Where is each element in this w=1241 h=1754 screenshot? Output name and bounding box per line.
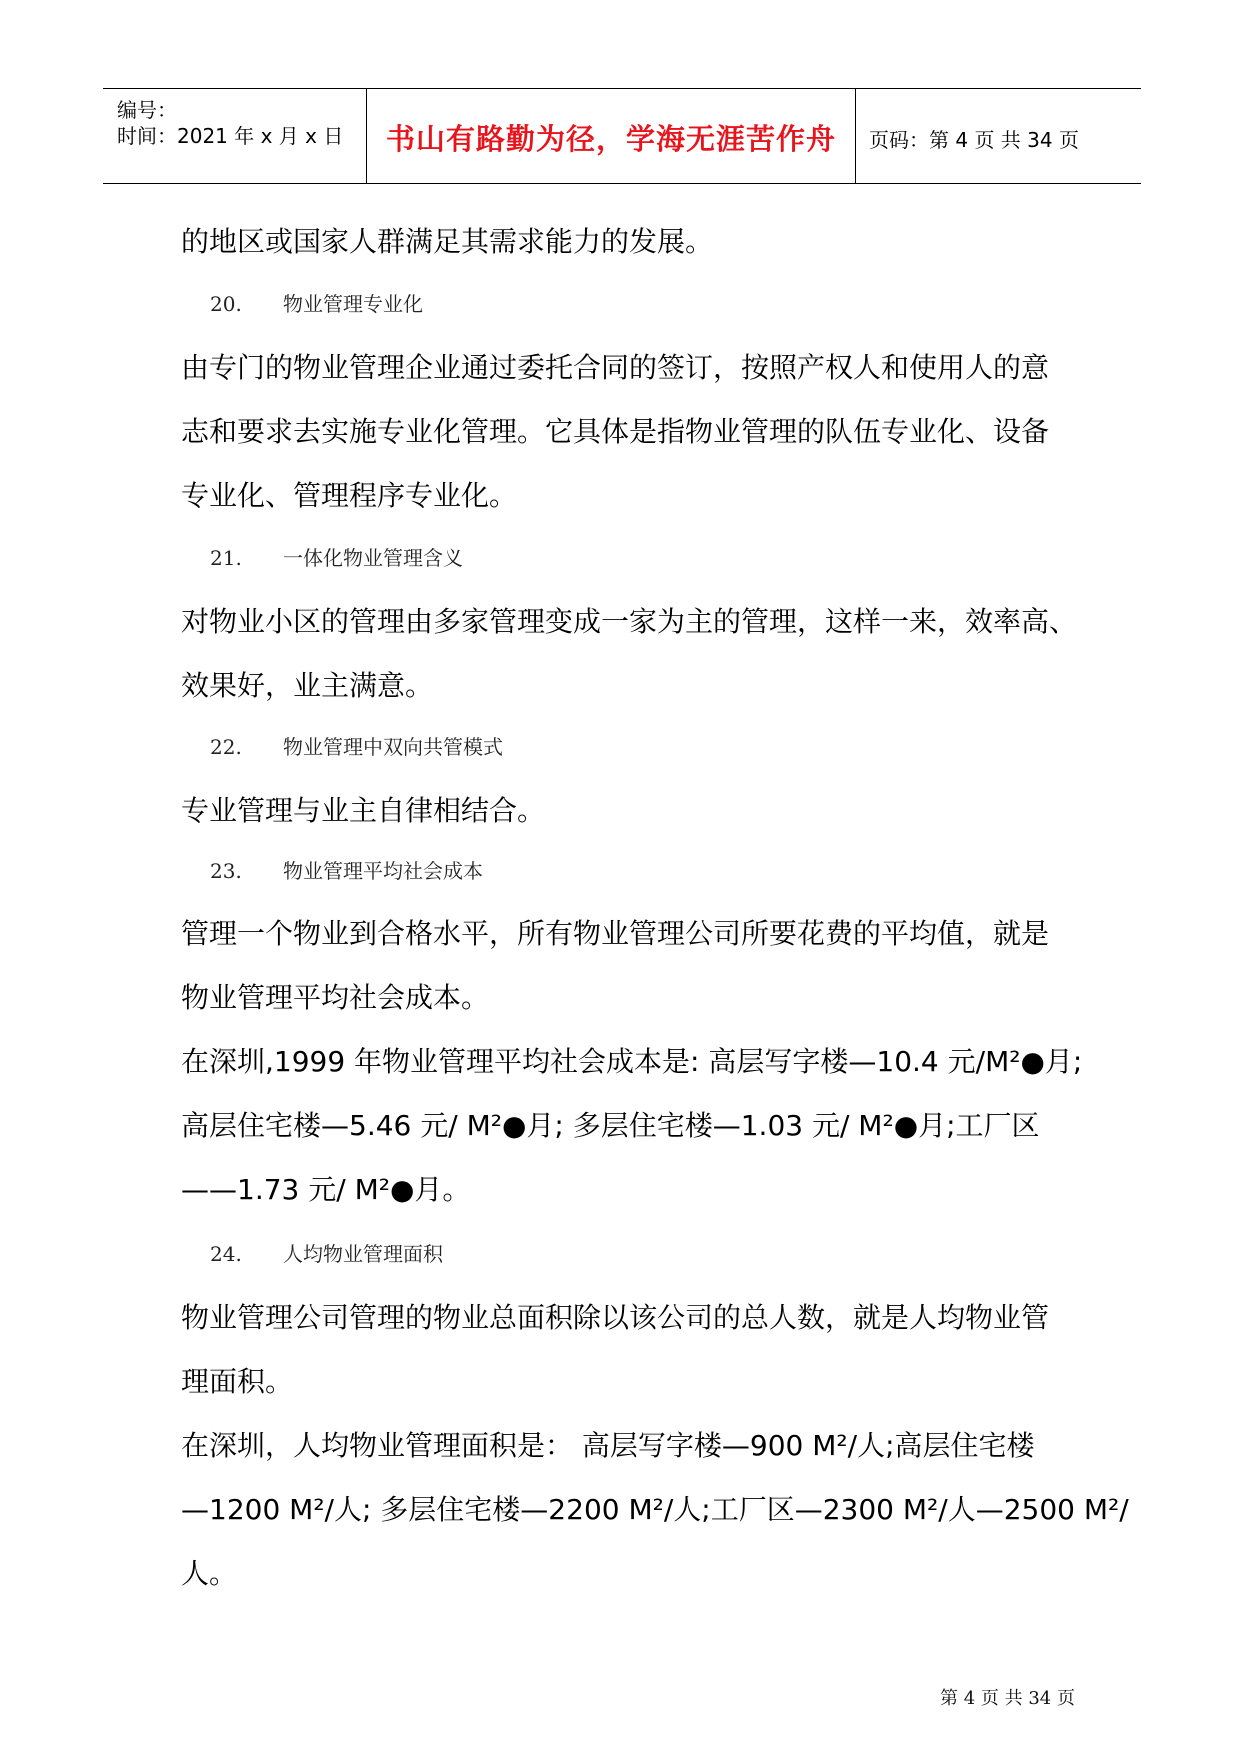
paragraph-line: 专业管理与业主自律相结合。: [181, 794, 546, 827]
item-title: 物业管理专业化: [283, 292, 423, 316]
header-motto-cell: [367, 89, 856, 183]
paragraph-line: 志和要求去实施专业化管理。它具体是指物业管理的队伍专业化、设备: [181, 415, 1050, 448]
item-number: 20.: [210, 292, 242, 316]
paragraph-line: 专业化、管理程序专业化。: [181, 479, 518, 512]
paragraph-line: 效果好，业主满意。: [181, 669, 434, 702]
item-title: 人均物业管理面积: [283, 1242, 443, 1266]
paragraph-line: 的地区或国家人群满足其需求能力的发展。: [181, 225, 714, 258]
paragraph-line: 在深圳，人均物业管理面积是： 高层写字楼—900 M²/人;高层住宅楼: [181, 1429, 1035, 1462]
document-number-label: 编号：: [117, 98, 177, 122]
paragraph-line: 管理一个物业到合格水平，所有物业管理公司所要花费的平均值，就是: [181, 917, 1050, 950]
item-number: 24.: [210, 1242, 242, 1266]
item-number: 22.: [210, 735, 242, 759]
paragraph-line: ——1.73 元/ M²●月。: [181, 1173, 471, 1206]
item-title: 物业管理中双向共管模式: [283, 735, 503, 759]
header-page-cell: [856, 89, 1141, 183]
item-title: 一体化物业管理含义: [283, 546, 463, 570]
paragraph-line: 对物业小区的管理由多家管理变成一家为主的管理，这样一来，效率高、: [181, 605, 1078, 638]
paragraph-line: 人。: [181, 1557, 238, 1590]
page-footer: 第 4 页 共 34 页: [940, 1688, 1075, 1709]
paragraph-line: 理面积。: [181, 1365, 294, 1398]
document-date: 时间：2021 年 x 月 x 日: [117, 124, 344, 148]
item-title: 物业管理平均社会成本: [283, 859, 483, 883]
header-meta-cell: [103, 89, 367, 183]
paragraph-line: 由专门的物业管理企业通过委托合同的签订，按照产权人和使用人的意: [181, 351, 1050, 384]
paragraph-line: 物业管理平均社会成本。: [181, 981, 490, 1014]
header-page-info: 页码：第 4 页 共 34 页: [869, 128, 1079, 152]
item-number: 21.: [210, 546, 242, 570]
header-motto: 书山有路勤为径，学海无涯苦作舟: [385, 122, 836, 156]
paragraph-line: 物业管理公司管理的物业总面积除以该公司的总人数，就是人均物业管: [181, 1301, 1050, 1334]
paragraph-line: 在深圳,1999 年物业管理平均社会成本是: 高层写字楼—10.4 元/M²●月;: [181, 1045, 1083, 1078]
paragraph-line: —1200 M²/人; 多层住宅楼—2200 M²/人;工厂区—2300 M²/人—2500 M²/: [181, 1493, 1129, 1526]
paragraph-line: 高层住宅楼—5.46 元/ M²●月; 多层住宅楼—1.03 元/ M²●月;工厂区: [181, 1109, 1040, 1142]
item-number: 23.: [210, 859, 242, 883]
page-header: [103, 88, 1141, 184]
